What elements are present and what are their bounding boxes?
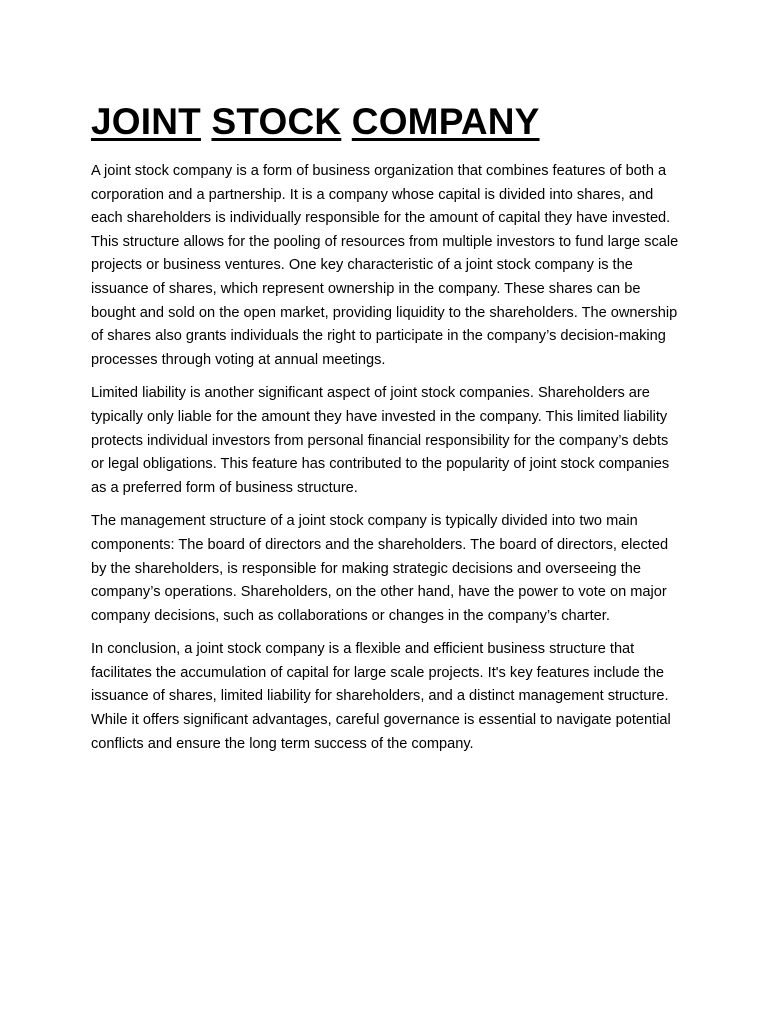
page-title xyxy=(91,100,681,144)
paragraph-management-structure: The management structure of a joint stock company is typically divided into two main components: The board of directors and the shareholders. The board of directors, elected by the shareholders, is responsible for making strategic decisions and overseeing the company’s operations. Shareholders, on the other hand, have the power to vote on major company decisions, such as collaborations or changes in the company’s charter. xyxy=(91,513,669,624)
title-word-joint: JOINT xyxy=(91,101,201,142)
body-text xyxy=(91,160,681,756)
paragraph-conclusion: In conclusion, a joint stock company is a flexible and efficient business structure that facilitates the accumulation of capital for large scale projects. It's key features include the issuance of shares, limited liability for shareholders, and a distinct management structure. While it offers significant advantages, careful governance is essential to navigate potential conflicts and ensure the long term success of the company. xyxy=(91,641,671,752)
title-word-stock: STOCK xyxy=(211,101,342,142)
paragraph-introduction: A joint stock company is a form of business organization that combines features of both a corporation and a partnership. It is a company whose capital is divided into shares, and each shareholders is individually responsible for the amount of capital they have invested. This structure allows for the pooling of resources from multiple investors to fund large scale projects or business ventures. One key characteristic of a joint stock company is the issuance of shares, which represent ownership in the company. These shares can be bought and sold on the open market, providing liquidity to the shareholders. The ownership of shares also grants individuals the right to participate in the company’s decision-making processes through voting at annual meetings. xyxy=(91,163,679,368)
paragraph-limited-liability: Limited liability is another significant aspect of joint stock companies. Shareholders are typically only liable for the amount they have invested in the company. This limited liability protects individual investors from personal financial responsibility for the company’s debts or legal obligations. This feature has contributed to the popularity of joint stock companies as a preferred form of business structure. xyxy=(91,385,670,496)
title-word-company: COMPANY xyxy=(351,101,540,142)
document-content xyxy=(91,100,681,766)
